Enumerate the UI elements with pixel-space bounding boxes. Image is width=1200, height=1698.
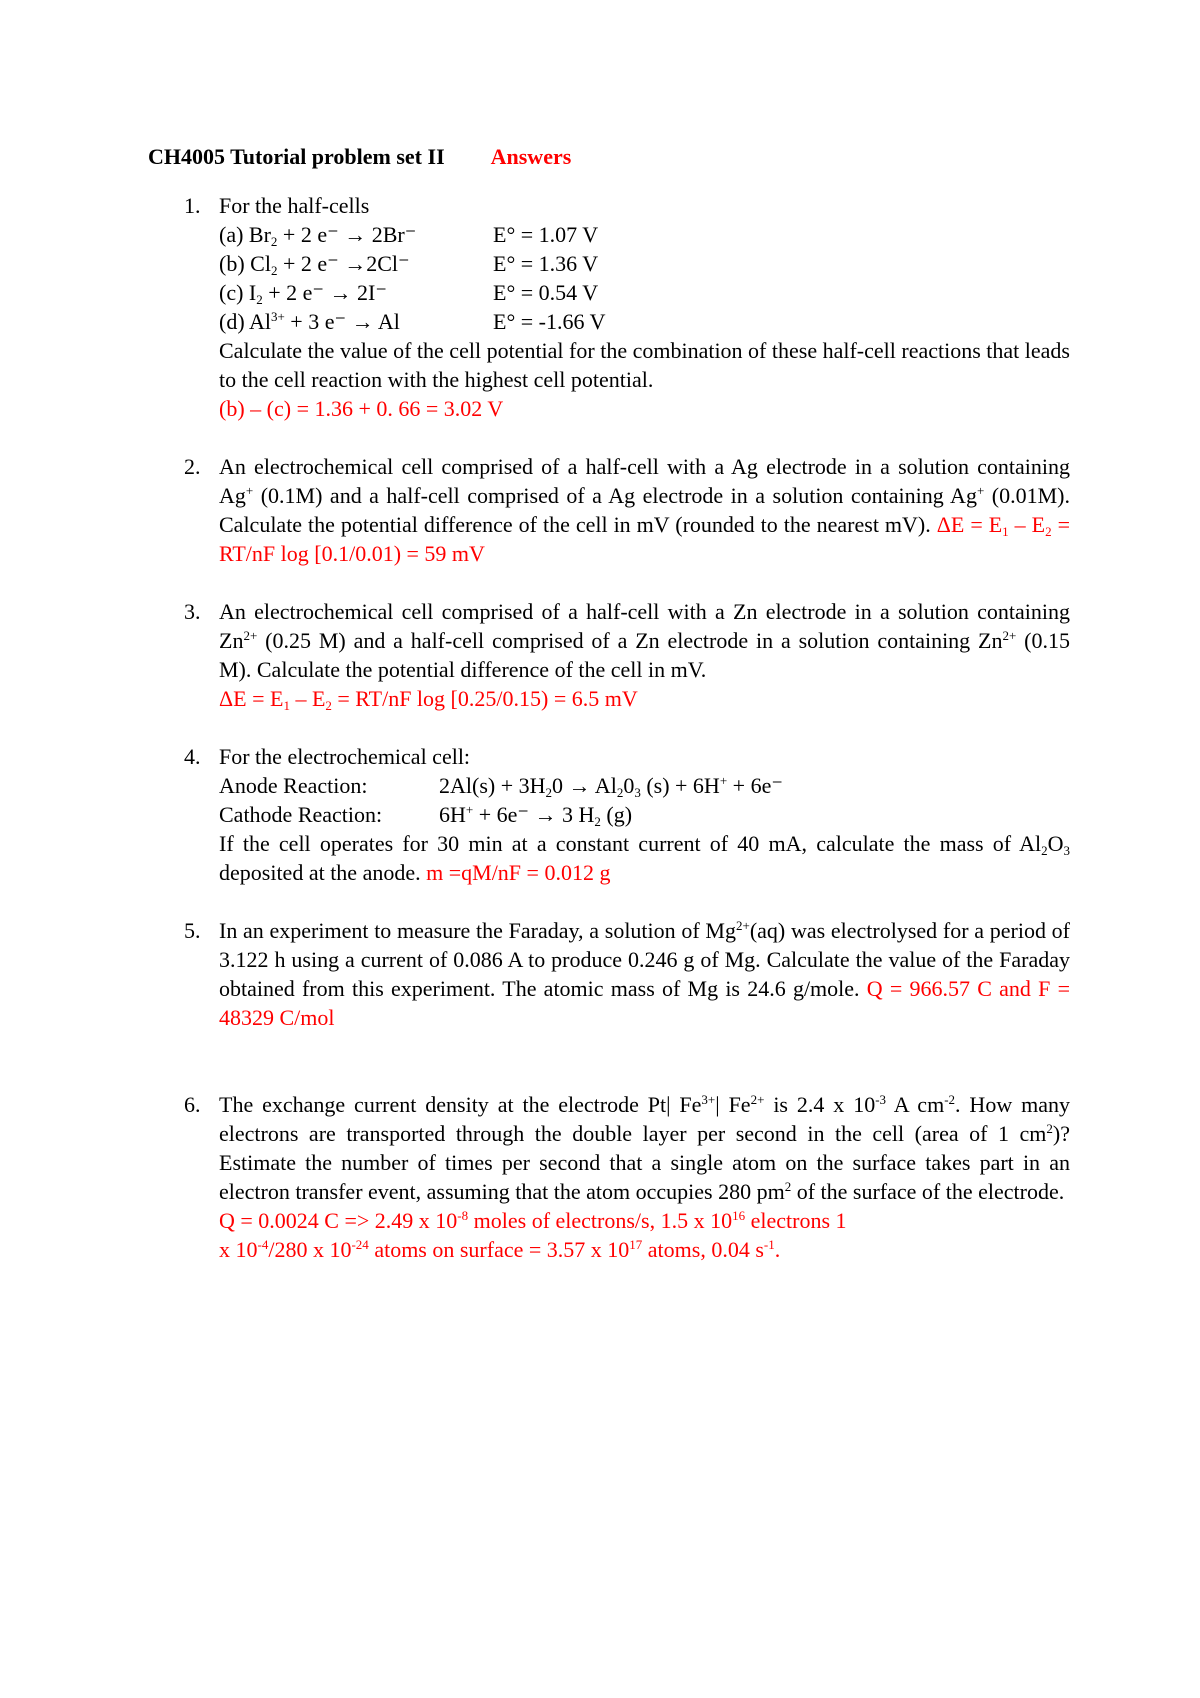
anode-reaction: Anode Reaction: $2Al(s) + 3H_20 \to Al_20_3$ (s) + 6H+ + 6e⁻ (219, 773, 783, 800)
half-cell-c: (c) $I_2 + 2$ e⁻ → 2I⁻ E° = 0.54 V (219, 280, 599, 307)
q4-intro: For the electrochemical cell: (219, 744, 471, 769)
question-4 (148, 742, 1070, 887)
question-6 (148, 1090, 1070, 1264)
question-number: 3. (184, 599, 201, 624)
q4-text: If the cell operates for 30 min at a constant current of 40 mA, calculate the mass of $Al_2O_3$ deposited at the anode. m =qM/nF = 0.012 g (219, 831, 1070, 885)
question-number: 1. (184, 193, 201, 218)
q5-text: In an experiment to measure the Faraday, a solution of $Mg^{2+}(aq)$ was electrolysed for a period of 3.122 h using a current of 0.086 A to produce 0.246 g of Mg. Calculate the value of the Faraday obtained from this experiment. The atomic mass of Mg is 24.6 g/mole. Q = 966.57 C and F = 48329 C/mol (219, 918, 1070, 1030)
cathode-reaction: Cathode Reaction: 6H+ + 6e⁻ → 3 $H_2$ (g) (219, 802, 633, 829)
q6-answer-line-2: x $10^{-4}/280$ x $10^{-24}$ atoms on surface = 3.57 x $10^{17}$ atoms, 0.04 $s^{-1}$. (219, 1237, 781, 1262)
q6-answer-line-1: Q = 0.0024 C => 2.49 x $10^{-8}$ moles of electrons/s, 1.5 x $10^{16}$ electrons 1 (219, 1208, 847, 1233)
half-cell-d: (d) $Al^{3+} + 3$ e⁻ → Al E° = -1.66 V (219, 309, 606, 334)
q5-answer: Q = 966.57 C and F = 48329 C/mol (219, 976, 1070, 1030)
half-cell-b: (b) $Cl_2 + 2$ e⁻ →2Cl⁻ E° = 1.36 V (219, 251, 599, 278)
q1-text: Calculate the value of the cell potential for the combination of these half-cell reactions that leads to the cell reaction with the highest cell potential. (219, 338, 1070, 392)
q3-answer: $\Delta E = E_1 - E_2 = RT/nF$ log [0.25/0.15) = 6.5 mV (219, 686, 638, 713)
page-title (148, 142, 1070, 171)
question-2 (148, 452, 1070, 568)
question-5 (148, 916, 1070, 1032)
half-cell-a: (a) $Br_2 + 2$ e⁻ → 2Br⁻ E° = 1.07 V (219, 222, 599, 249)
q1-answer: (b) – (c) = 1.36 + 0. 66 = 3.02 V (219, 396, 504, 421)
question-number: 6. (184, 1092, 201, 1117)
q6-text: The exchange current density at the electrode Pt| $Fe^{3+}|$ $Fe^{2+}$ is 2.4 x $10^{-3}$ A $cm^{-2}$. How many electrons are transported through the double layer per second in the cell (area of 1 $cm^2$)? Estimate the number of times per second that a single atom on the surface takes part in an electron transfer event, assuming that the atom occupies 280 $pm^2$ of the surface of the electrode. (219, 1092, 1070, 1204)
question-1 (148, 191, 1070, 423)
answers-label: Answers (490, 144, 572, 169)
q1-intro: For the half-cells (219, 193, 370, 218)
q2-text: An electrochemical cell comprised of a half-cell with a Ag electrode in a solution containing Ag+ (0.1M) and a half-cell comprised of a Ag electrode in a solution containing Ag+ (0.01M). Calculate the potential difference of the cell in mV (rounded to the nearest mV). $\Delta E = E_1 - E_2 = RT/nF$ log [0.1/0.01) = 59 mV (219, 454, 1071, 566)
title-text: CH4005 Tutorial problem set II (148, 144, 445, 169)
question-number: 5. (184, 918, 201, 943)
question-3 (148, 597, 1070, 713)
question-number: 2. (184, 454, 201, 479)
q2-answer: $\Delta E = E_1 - E_2 = RT/nF$ log [0.1/0.01) = 59 mV (219, 512, 1070, 566)
question-list (148, 191, 1070, 1264)
question-number: 4. (184, 744, 201, 769)
q4-answer: m =qM/nF = 0.012 g (426, 860, 611, 885)
q3-text: An electrochemical cell comprised of a half-cell with a Zn electrode in a solution containing $Zn^{2+}$ (0.25 M) and a half-cell comprised of a Zn electrode in a solution containing $Zn^{2+}$ (0.15 M). Calculate the potential difference of the cell in mV. (219, 599, 1071, 682)
